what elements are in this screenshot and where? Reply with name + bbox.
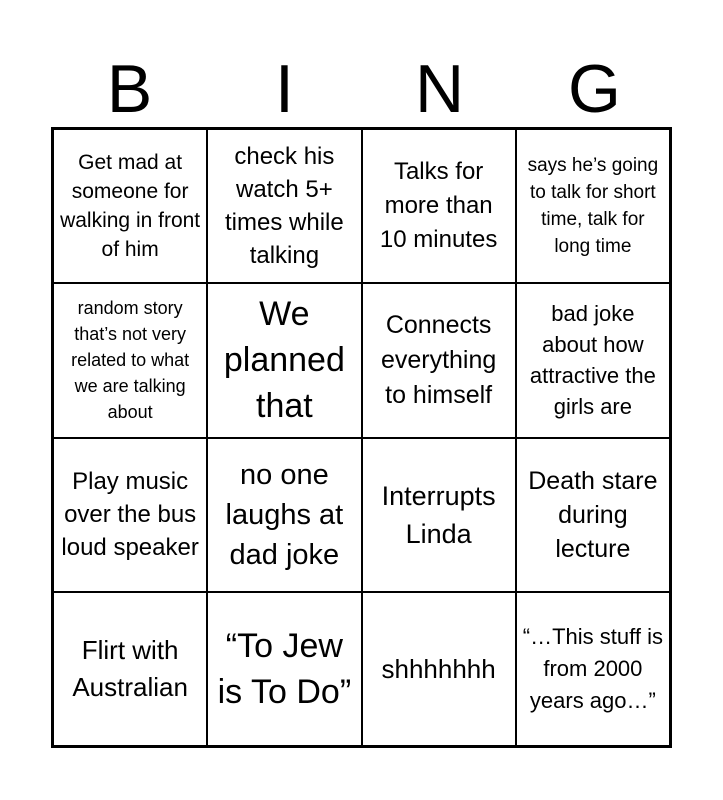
header-letter-b: B	[106, 51, 153, 127]
header-letter-i: I	[275, 51, 294, 127]
bingo-cell[interactable]	[53, 592, 207, 746]
bingo-cell[interactable]	[207, 438, 361, 592]
bingo-cell[interactable]	[207, 129, 361, 283]
bingo-cell[interactable]	[516, 129, 670, 283]
cell-text: Connects everything to himself	[380, 310, 497, 409]
cell-text: Flirt with Australian	[72, 634, 188, 702]
cell-text: check his watch 5+ times while talking	[225, 143, 344, 270]
bingo-cell[interactable]	[53, 283, 207, 437]
cell-text: shhhhhhh	[381, 653, 496, 684]
cell-text: bad joke about how attractive the girls are	[529, 301, 656, 420]
cell-text: “…This stuff is from 2000 years ago…”	[522, 623, 663, 713]
cell-text: Interrupts Linda	[381, 480, 496, 549]
bingo-cell[interactable]	[516, 438, 670, 592]
cell-text: Get mad at someone for walking in front of him	[60, 151, 201, 262]
cell-text: Death stare during lecture	[528, 466, 658, 563]
cell-text: “To Jew is To Do”	[217, 626, 352, 711]
bingo-cell[interactable]	[362, 438, 516, 592]
bingo-cell[interactable]	[207, 283, 361, 437]
cell-text: Play music over the bus loud speaker	[61, 468, 199, 562]
header-letter-g: G	[568, 51, 621, 127]
header-letter-n: N	[414, 51, 465, 127]
cell-text: no one laughs at dad joke	[225, 458, 344, 571]
cell-text: says he’s going to talk for short time, talk for long time	[527, 155, 659, 258]
bingo-cell[interactable]	[53, 129, 207, 283]
cell-text: We planned that	[223, 295, 345, 426]
bingo-cell[interactable]	[53, 438, 207, 592]
bingo-cell[interactable]	[207, 592, 361, 746]
bingo-cell[interactable]	[362, 592, 516, 746]
bingo-cell[interactable]	[516, 592, 670, 746]
bingo-cell[interactable]	[362, 129, 516, 283]
bingo-cell[interactable]	[516, 283, 670, 437]
bingo-grid	[51, 127, 672, 748]
cell-text: Talks for more than 10 minutes	[379, 158, 498, 254]
cell-text: random story that’s not very related to what we are talking about	[71, 298, 190, 423]
bingo-header	[52, 50, 672, 128]
bingo-cell[interactable]	[362, 283, 516, 437]
